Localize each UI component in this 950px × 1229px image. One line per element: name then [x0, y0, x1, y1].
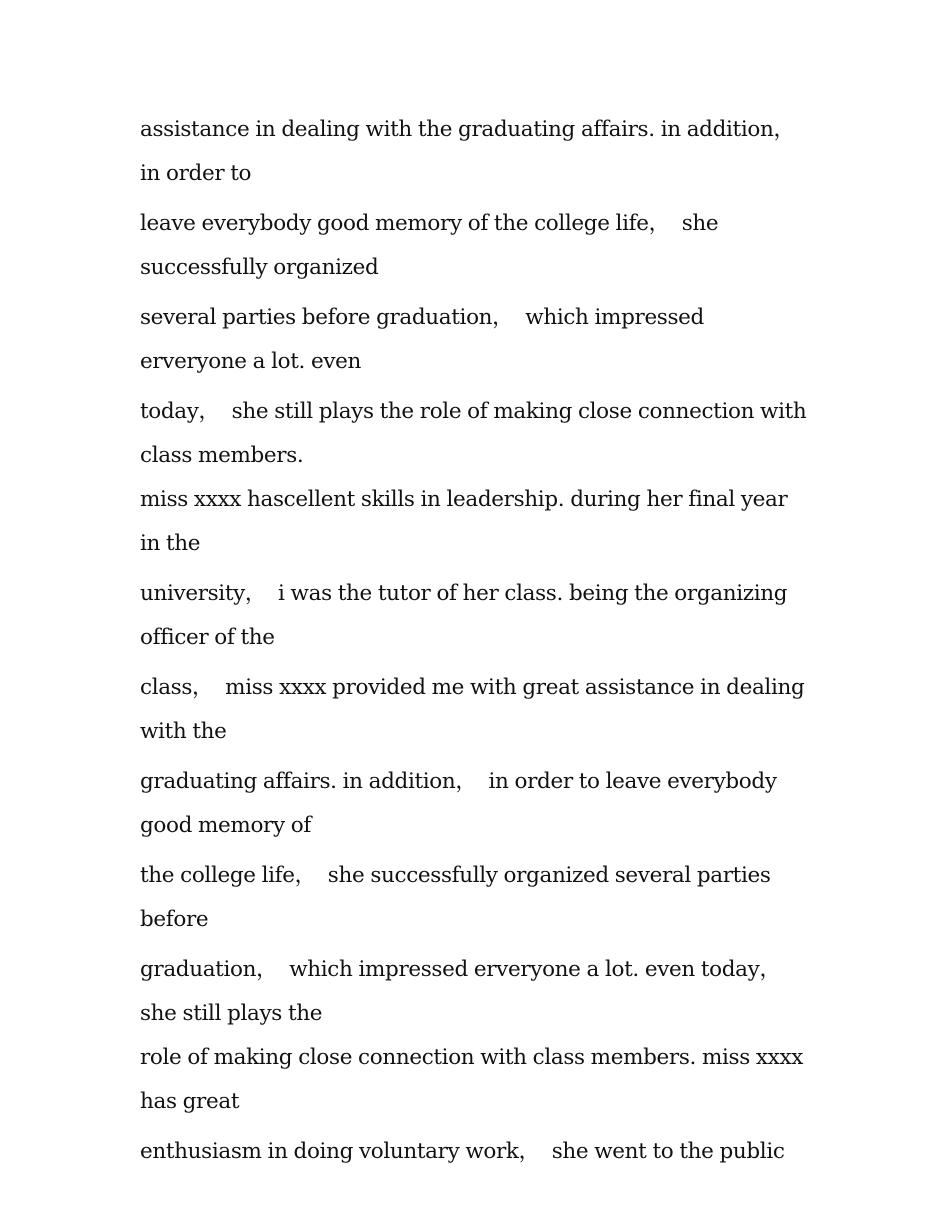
paragraph: graduating affairs. in addition， in order to leave everybody good memory of — [140, 769, 783, 838]
paragraph: assistance in dealing with the graduating affairs. in addition， in order to — [140, 117, 807, 186]
paragraph: graduation， which impressed erveryone a lot. even today， she still plays the — [140, 957, 793, 1026]
paragraph: several parties before graduation， which impressed erveryone a lot. even — [140, 305, 710, 374]
paragraph: enthusiasm in doing voluntary work， she went to the public — [140, 1139, 785, 1164]
paragraph: leave everybody good memory of the college life， she successfully organized — [140, 211, 725, 280]
document-body — [140, 108, 813, 1180]
paragraph: university， i was the tutor of her class. being the organizing officer of the — [140, 581, 794, 650]
paragraph: the college life， she successfully organized several parties before — [140, 863, 777, 932]
paragraph: role of making close connection with class members. miss xxxx has great — [140, 1045, 809, 1114]
paragraph: class， miss xxxx provided me with great assistance in dealing with the — [140, 675, 811, 744]
paragraph: miss xxxx hascellent skills in leadership. during her final year in the — [140, 487, 794, 556]
paragraph: today， she still plays the role of making close connection with class members. — [140, 399, 813, 468]
